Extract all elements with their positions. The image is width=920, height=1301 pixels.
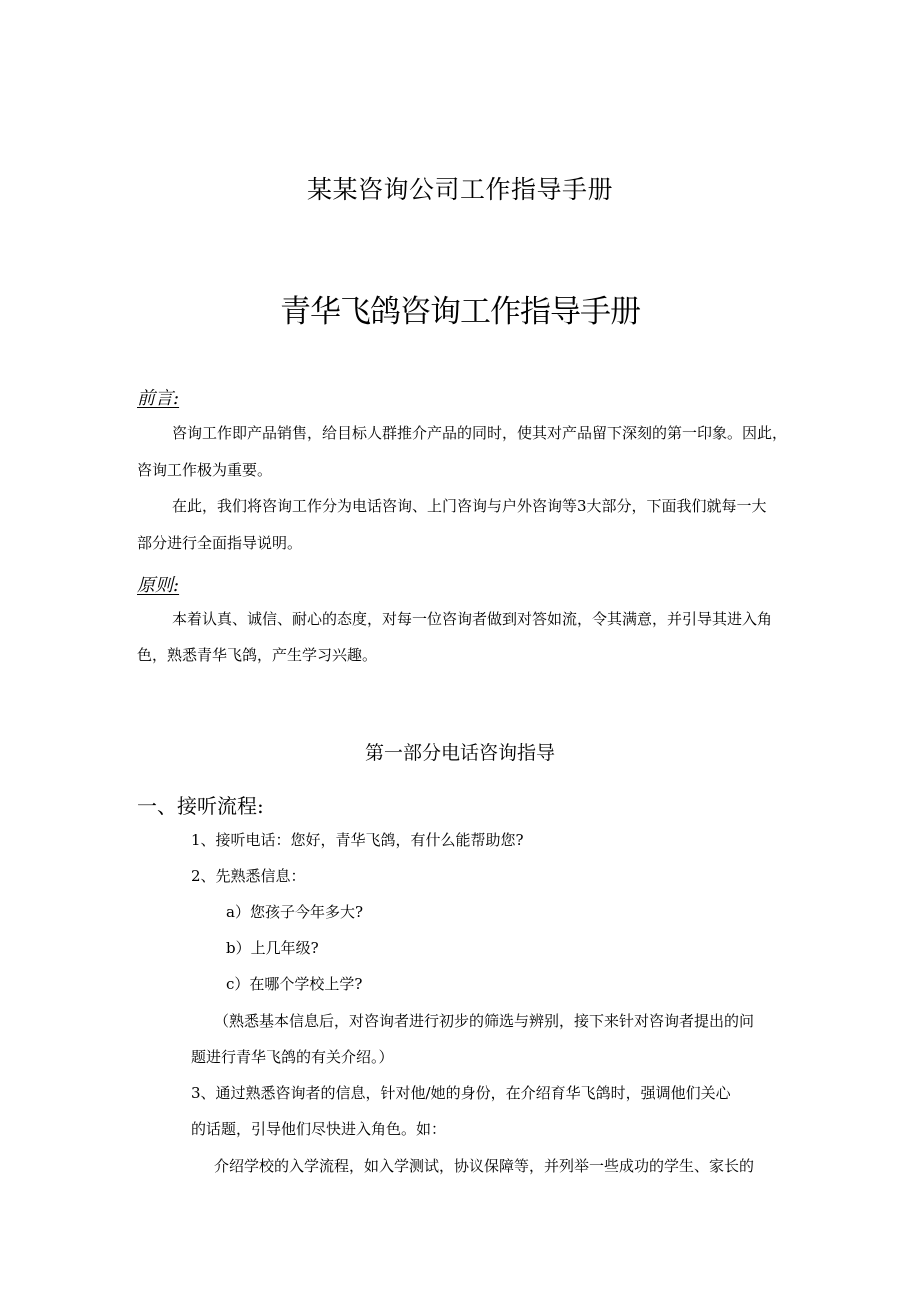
step-3-line-2: 的话题，引导他们尽快进入角色。如： bbox=[191, 1120, 447, 1138]
preface-paragraph-1-line-2: 咨询工作极为重要。 bbox=[137, 461, 273, 479]
document-title: 某某咨询公司工作指导手册 bbox=[306, 175, 613, 204]
principle-line-1: 本着认真、诚信、耐心的态度，对每一位咨询者做到对答如流，令其满意，并引导其进入角 bbox=[172, 610, 773, 628]
step-2-gather-info: 2、先熟悉信息： bbox=[191, 867, 306, 885]
part-one-heading: 第一部分电话咨询指导 bbox=[364, 742, 555, 764]
preface-paragraph-2-line-1: 在此，我们将咨询工作分为电话咨询、上门咨询与户外咨询等3大部分，下面我们就每一大 bbox=[172, 497, 767, 515]
note-line-2: 题进行青华飞鸽的有关介绍。） bbox=[191, 1048, 394, 1066]
preface-label: 前言: bbox=[137, 388, 180, 409]
question-b: b）上几年级? bbox=[226, 939, 319, 957]
preface-paragraph-2-line-2: 部分进行全面指导说明。 bbox=[137, 534, 303, 552]
note-line-1: （熟悉基本信息后，对咨询者进行初步的筛选与辨别，接下来针对咨询者提出的问 bbox=[214, 1012, 755, 1030]
step-1-answer-call: 1、接听电话：您好，青华飞鸽，有什么能帮助您? bbox=[191, 831, 524, 849]
principle-line-2: 色，熟悉青华飞鸽，产生学习兴趣。 bbox=[137, 646, 378, 664]
school-intro-line-1: 介绍学校的入学流程，如入学测试，协议保障等，并列举一些成功的学生、家长的 bbox=[214, 1157, 755, 1175]
principle-label: 原则: bbox=[137, 575, 180, 596]
step-3-line-1: 3、通过熟悉咨询者的信息，针对他/她的身份，在介绍育华飞鸽时，强调他们关心 bbox=[191, 1084, 731, 1102]
document-subtitle: 青华飞鸽咨询工作指导手册 bbox=[280, 294, 640, 330]
question-c: c）在哪个学校上学? bbox=[226, 975, 363, 993]
question-a: a）您孩子今年多大? bbox=[226, 903, 363, 921]
section-answering-process-heading: 一、接听流程: bbox=[137, 794, 264, 818]
preface-paragraph-1-line-1: 咨询工作即产品销售，给目标人群推介产品的同时，使其对产品留下深刻的第一印象。因此， bbox=[172, 424, 788, 442]
